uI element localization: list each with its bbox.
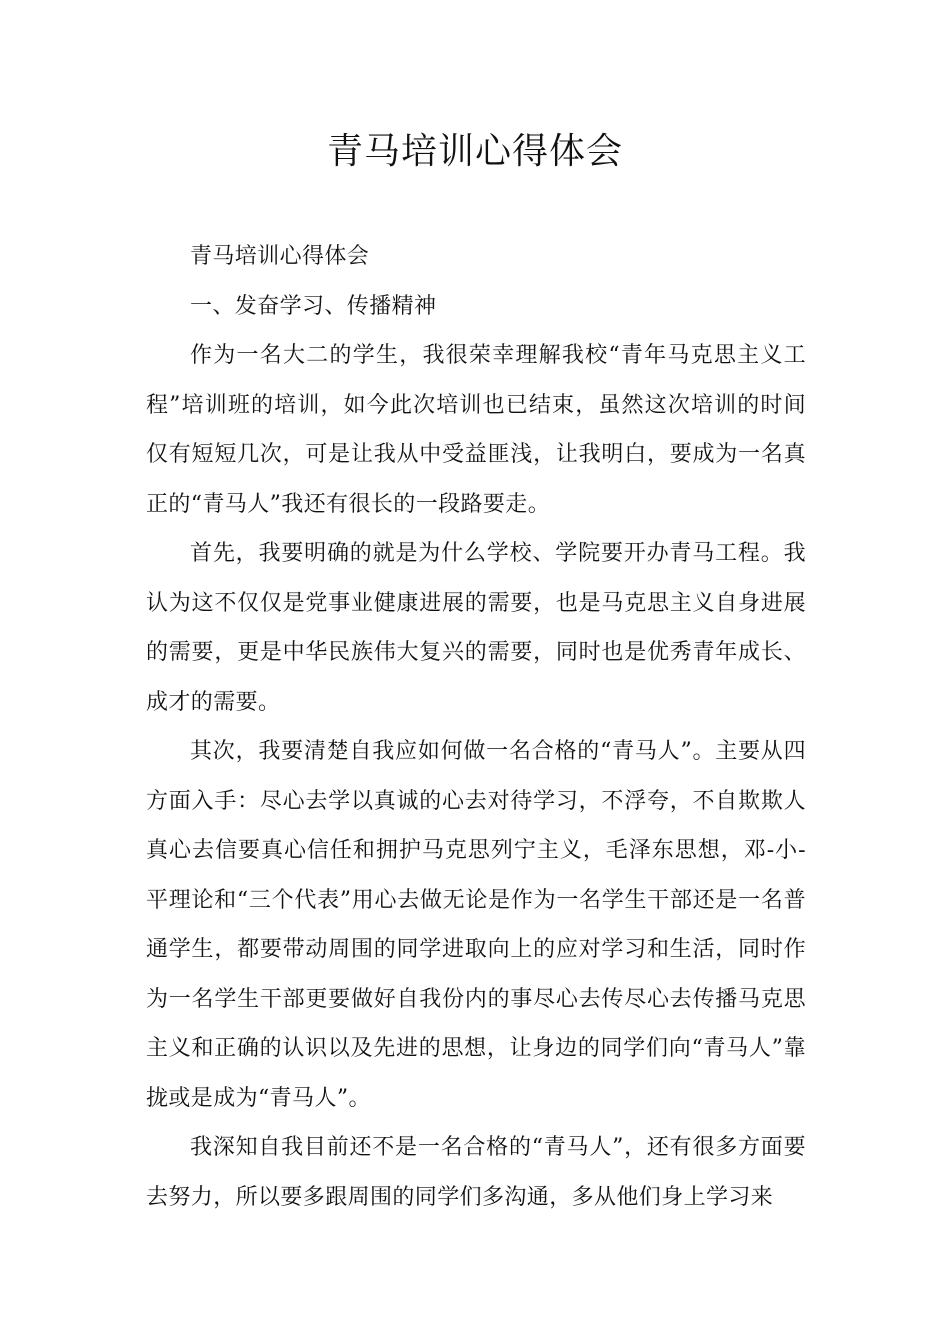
- paragraph: 首先，我要明确的就是为什么学校、学院要开办青马工程。我认为这不仅仅是党事业健康进展的需要，也是马克思主义自身进展的需要，更是中华民族伟大复兴的需要，同时也是优秀青年成长、成才的需要。: [146, 541, 806, 715]
- paragraph: 其次，我要清楚自我应如何做一名合格的“青马人”。主要从四方面入手：尽心去学以真诚的心去对待学习，不浮夸，不自欺欺人真心去信要真心信任和拥护马克思列宁主义，毛泽东思想，邓-小-平理论和“三个代表”用心去做无论是作为一名学生干部还是一名普通学生，都要带动周围的同学进取向上的应对学习和生活，同时作为一名学生干部更要做好自我份内的事尽心去传尽心去传播马克思主义和正确的认识以及先进的思想，让身边的同学们向“青马人”靠拢或是成为“青马人”。: [146, 739, 806, 1111]
- document-title: 青马培训心得体会: [326, 131, 623, 172]
- paragraph: 我深知自我目前还不是一名合格的“青马人”，还有很多方面要去努力，所以要多跟周围的同学们多沟通，多从他们身上学习来: [146, 1135, 806, 1210]
- paragraph: 作为一名大二的学生，我很荣幸理解我校“青年马克思主义工程”培训班的培训，如今此次培训也已结束，虽然这次培训的时间仅有短短几次，可是让我从中受益匪浅，让我明白，要成为一名真正的“青马人”我还有很长的一段路要走。: [146, 343, 806, 517]
- document-body: [146, 232, 806, 1222]
- paragraph-section-heading: 一、发奋学习、传播精神: [190, 293, 437, 319]
- paragraph-heading: 青马培训心得体会: [190, 244, 370, 269]
